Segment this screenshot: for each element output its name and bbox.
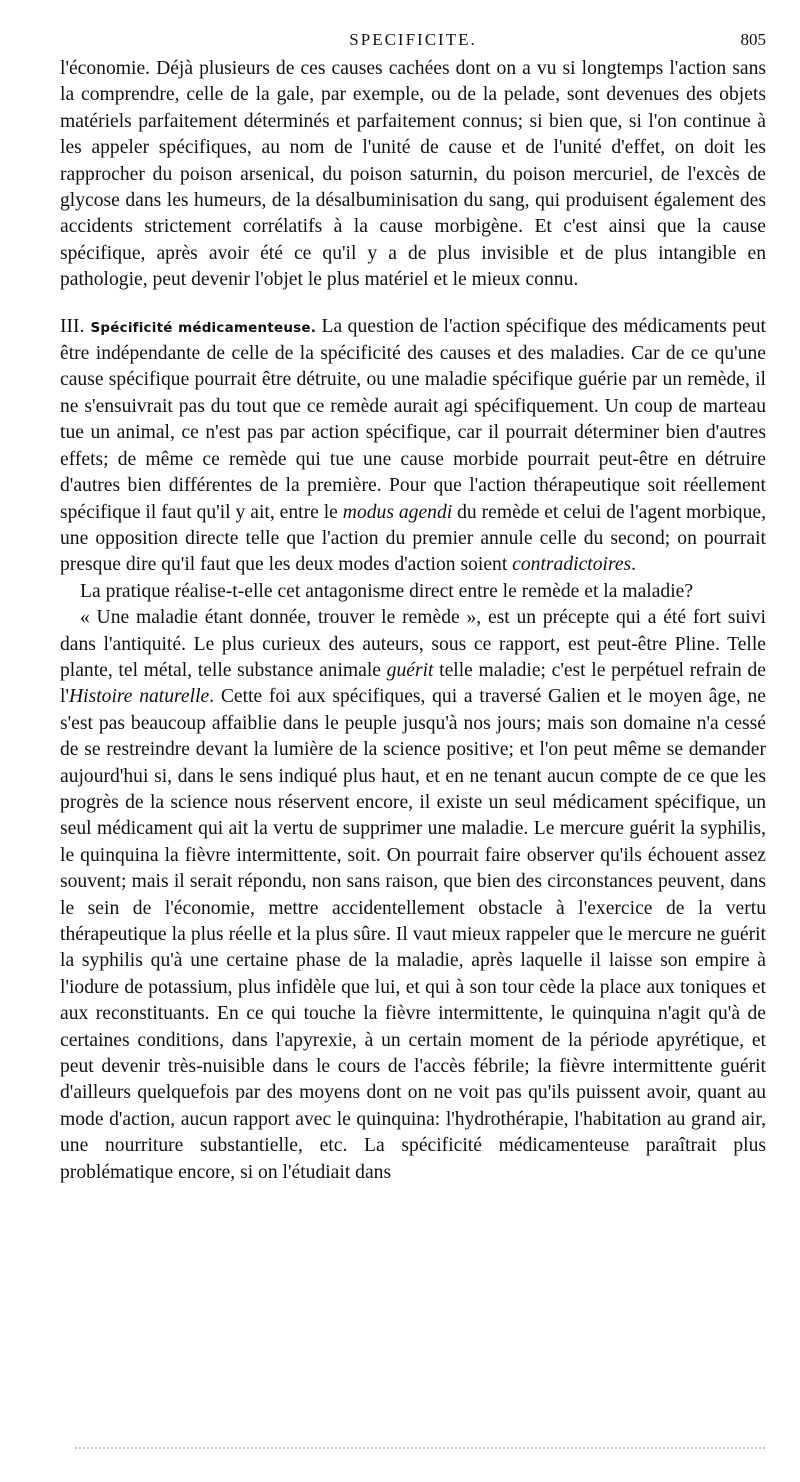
paragraph-text-part: du remède et celui de l'agent morbique, une opposition directe telle que l'action du premier annule celle du second; on pourrait presque dire qu'il faut que les deux modes d'action soient [60, 501, 766, 576]
paragraph-text-part: telle maladie; c'est le perpétuel refrain de l' [60, 659, 766, 708]
paragraph-text: l'économie. Déjà plusieurs de ces causes cachées dont on a vu si longtemps l'action sans la comprendre, celle de la gale, par exemple, ou de la pelade, sont devenues des objets matériels parfaitement déterminés et parfaitement connus; si bien que, si l'on continue à les appeler spécifiques, au nom de l'unité de cause et de l'unité d'effet, on doit les rapprocher du poison arsenical, du poison saturnin, du poison mercuriel, de l'excès de glycose dans les humeurs, de la désalbuminisation du sang, qui produisent également des accidents strictement corrélatifs à la cause morbigène. Et c'est ainsi que la cause spécifique, après avoir été ce qu'il y a de plus invisible et de plus intangible en pathologie, peut devenir l'objet le plus matériel et le mieux connu. [60, 58, 766, 291]
paragraph-remede [60, 605, 766, 1186]
paragraph-specificite-medicamenteuse [60, 314, 766, 579]
paragraph-text-part: La question de l'action spécifique des médicaments peut être indépendante de celle de la spécificité des causes et des maladies. Car de ce qu'une cause spécifique pourrait être détruite, ou une maladie spécifique guérie par un remède, il ne s'ensuivrait pas du tout que ce remède aurait agi spécifiquement. Un coup de marteau tue un animal, ce n'est pas par action spécifique, car il pourrait déterminer bien d'autres effets; de même ce remède qui tue une cause morbide pourrait peut-être en détruire d'autres bien différentes de la première. Pour que l'action thérapeutique soit réellement spécifique il faut qu'il y ait, entre le [60, 315, 766, 523]
paragraph-causes [60, 56, 766, 294]
page-header [60, 30, 766, 56]
page-number: 805 [740, 30, 766, 49]
body-text [60, 56, 766, 1186]
italic-term: contradictoires [512, 554, 632, 576]
section-title: Spécificité médicamenteuse. [90, 319, 317, 336]
running-title: SPECIFICITE. [349, 30, 477, 49]
paragraph-text-part: « Une maladie étant donnée, trouver le remède », est un précepte qui a été fort suivi dans l'antiquité. Le plus curieux des auteurs, sous ce rapport, est peut-être Pline. Telle plante, tel métal, telle substance animale [60, 607, 766, 681]
section-number: III. [60, 315, 85, 337]
paragraph-question [60, 579, 766, 605]
italic-title: Histoire naturelle [68, 686, 210, 708]
italic-term: modus agendi [342, 501, 453, 523]
italic-term: guérit [386, 659, 434, 681]
paragraph-text-part: . [631, 554, 637, 576]
page-bottom-specks [75, 1443, 765, 1449]
paragraph-text-part: . Cette foi aux spécifiques, qui a traversé Galien et le moyen âge, ne s'est pas beaucoup affaiblie dans le peuple jusqu'à nos jours; mais son domaine n'a cessé de se restreindre devant la lumière de la science positive; et l'on peut même se demander aujourd'hui si, dans le sens indiqué plus haut, et en ne tenant aucun compte de ce que les progrès de la science nous réservent encore, il existe un seul médicament spécifique, un seul médicament qui ait la vertu de supprimer une maladie. Le mercure guérit la syphilis, le quinquina la fièvre intermittente, soit. On pourrait faire observer qu'ils échouent assez souvent; mais il serait répondu, non sans raison, que bien des circonstances peuvent, dans le sein de l'économie, mettre accidentellement obstacle à l'exercice de la vertu thérapeutique la plus réelle et la plus sûre. Il vaut mieux rappeler que le mercure ne guérit la syphilis qu'à une certaine phase de la maladie, après laquelle il laisse son empire à l'iodure de potassium, plus infidèle que lui, et qui à son tour cède la place aux toniques et aux reconstituants. En ce qui touche la fièvre intermittente, le quinquina n'agit qu'à de certaines conditions, dans l'apyrexie, à un certain moment de la période apyrétique, et peut devenir très-nuisible dans le cours de l'accès fébrile; la fièvre intermittente guérit d'ailleurs quelquefois par des moyens dont on ne voit pas qu'ils puissent avoir, quant au mode d'action, aucun rapport avec le quinquina: l'hydrothérapie, l'habitation au grand air, une nourriture substantielle, etc. La spécificité médicamenteuse paraîtrait plus problématique encore, si on l'étudiait dans [60, 686, 766, 1183]
paragraph-text: La pratique réalise-t-elle cet antagonisme direct entre le remède et la maladie? [80, 580, 694, 602]
book-page [60, 30, 766, 1186]
